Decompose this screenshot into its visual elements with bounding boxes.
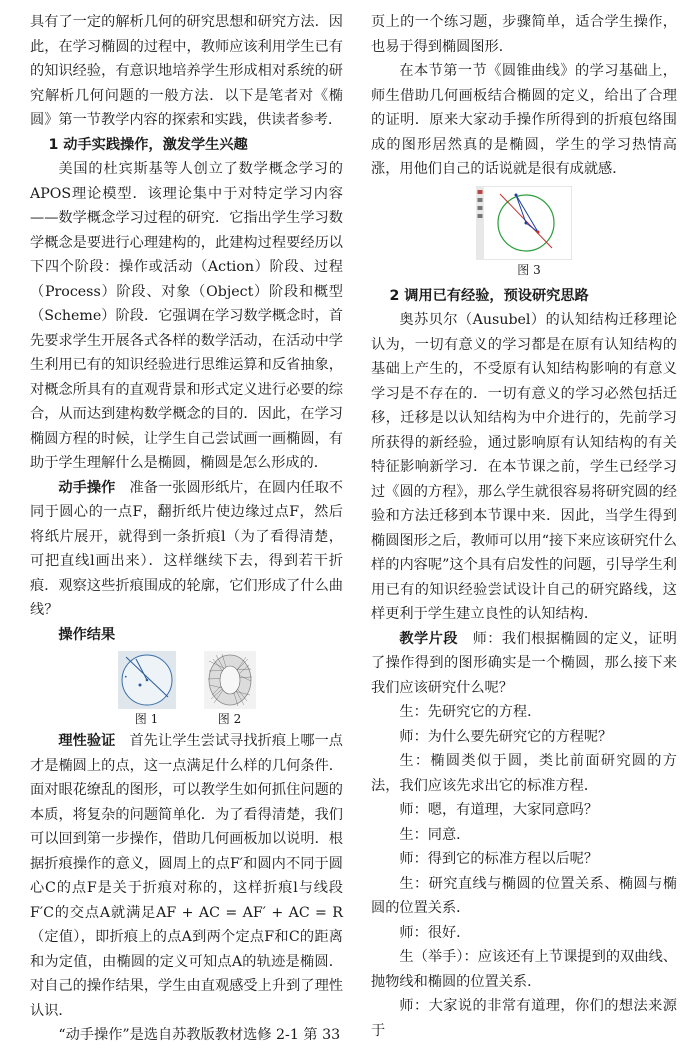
fig1-circle-diagram (118, 651, 176, 709)
fig2-caption: 图 2 (217, 712, 242, 726)
figure-1 (118, 651, 176, 727)
dialog-line: 师：为什么要先研究它的方程呢？ (399, 728, 613, 745)
verify-text: 首先让学生尝试寻找折痕上哪一点才是椭圆上的点，这一点满足什么样的几何条件．面对眼花缭乱的图形，可以教学生如何抓住问题的本质，将复杂的问题简单化．为了看得清楚，我们可以回到第一步操作，借助几何画板加以说明．根据折痕操作的意义，圆周上的点F′和圆内不同于圆心C的点F是关于折痕对称的，这样折痕l与线段F′C的交点A就满足AF + AC = AF′ + AC = R（定值），即折痕上的点A到两个定点F和C的距离和为定值，由椭圆的定义可知点A的轨迹是椭圆．对自己的操作结果，学生由直观感受上升到了理性认识． (30, 733, 343, 1019)
proof-paragraph: 在本节第一节《圆锥曲线》的学习基础上，师生借助几何画板结合椭圆的定义，给出了合理的证明．原来大家动手操作所得到的折痕包络围成的图形居然真的是椭圆，学生的学习热情高涨，用他们自己的话说就是很有成就感． (371, 63, 677, 177)
dialog-line: 师：大家说的非常有道理，你们的想法来源于 (371, 998, 677, 1039)
teaching-paragraph (371, 627, 677, 701)
figure-3 (371, 186, 677, 278)
section1-heading: 1 动手实践操作，激发学生兴趣 (48, 136, 248, 153)
figure-row-1-2 (30, 651, 343, 727)
teaching-label: 教学片段 (399, 630, 458, 647)
tail-paragraph: “动手操作”是选自苏教版教材选修 2-1 第 33 (58, 1027, 341, 1043)
left-column (30, 10, 343, 1048)
teaching-text: 师：我们根据椭圆的定义，证明了操作得到的图形确实是一个椭圆，那么接下来我们应该研究什么呢？ (371, 630, 677, 696)
dialog-line: 师：很好． (399, 924, 471, 941)
dialog-line: 生：同意． (399, 826, 471, 843)
section2-paragraph: 奥苏贝尔（Ausubel）的认知结构迁移理论认为，一切有意义的学习都是在原有认知结构的基础上产生的，不受原有认知结构影响的有意义学习是不存在的．一切有意义的学习必然包括迁移，迁移是以认知结构为中介进行的，先前学习所获得的新经验，通过影响原有认知结构的有关特征影响新学习．在本节课之前，学生已经学习过《圆的方程》，那么学生就很容易将研究圆的经验和方法迁移到本节课中来．因此，当学生得到椭圆图形之后，教师可以用“接下来应该研究什么样的内容呢”这个具有启发性的问题，引导学生利用已有的知识经验尝试设计自己的研究路线，这样更利于学生建立良性的认知结构． (371, 312, 677, 622)
operation-paragraph (30, 476, 343, 623)
operation-text: 准备一张圆形纸片，在圆内任取不同于圆心的一点F，翻折纸片使边缘过点F，然后将纸片展开，就得到一条折痕l（为了看得清楚，可把直线l画出来）．这样继续下去，得到若干折痕．观察这些折痕围成的轮廓，它们形成了什么曲线？ (30, 479, 343, 618)
dialog-line: 生（举手）：应该还有上节课提到的双曲线、抛物线和椭圆的位置关系． (371, 949, 677, 990)
right-column (371, 10, 677, 1043)
verify-label: 理性验证 (58, 733, 116, 749)
continued-paragraph: 页上的一个练习题，步骤简单，适合学生操作，也易于得到椭圆图形． (371, 14, 677, 55)
fig2-fold-envelope (204, 651, 256, 709)
fig1-caption: 图 1 (134, 712, 159, 726)
figure-2 (204, 651, 256, 727)
section2-heading: 2 调用已有经验，预设研究思路 (389, 287, 589, 304)
dialog-line: 生：先研究它的方程． (399, 704, 542, 720)
dialog-line: 生：研究直线与椭圆的位置关系、椭圆与椭圆的位置关系． (371, 875, 677, 916)
intro-paragraph: 具有了一定的解析几何的研究思想和研究方法．因此，在学习椭圆的过程中，教师应该利用学生已有的知识经验，有意识地培养学生形成相对系统的研究解析几何问题的一般方法．以下是笔者对《椭圆》第一节教学内容的探索和实践，供读者参考． (30, 14, 343, 128)
fig3-geometry-sketch (476, 186, 572, 260)
operation-label: 动手操作 (58, 479, 116, 496)
dialog-line: 生：椭圆类似于圆，类比前面研究圆的方法，我们应该先求出它的标准方程． (371, 753, 677, 794)
dialog-line: 师：嗯，有道理，大家同意吗？ (399, 802, 599, 818)
section1-paragraph: 美国的杜宾斯基等人创立了数学概念学习的APOS理论模型．该理论集中于对特定学习内容——数学概念学习过程的研究．它指出学生学习数学概念是要进行心理建构的，此建构过程要经历以下四个阶段：操作或活动（Action）阶段、过程（Process）阶段、对象（Object）阶段和概型（Scheme）阶段．它强调在学习数学概念时，首先要求学生开展各式各样的数学活动，在活动中学生利用已有的知识经验进行思维运算和反省抽象，对概念所具有的直观背景和形式定义进行必要的综合，从而达到建构数学概念的目的．因此，在学习椭圆方程的时候，让学生自己尝试画一画椭圆，有助于学生理解什么是椭圆，椭圆是怎么形成的． (30, 161, 343, 471)
fig3-caption: 图 3 (517, 262, 541, 277)
result-label: 操作结果 (58, 626, 116, 643)
dialog-line: 师：得到它的标准方程以后呢？ (399, 851, 599, 867)
svg-text:•: • (123, 674, 128, 681)
verify-paragraph (30, 729, 343, 1023)
